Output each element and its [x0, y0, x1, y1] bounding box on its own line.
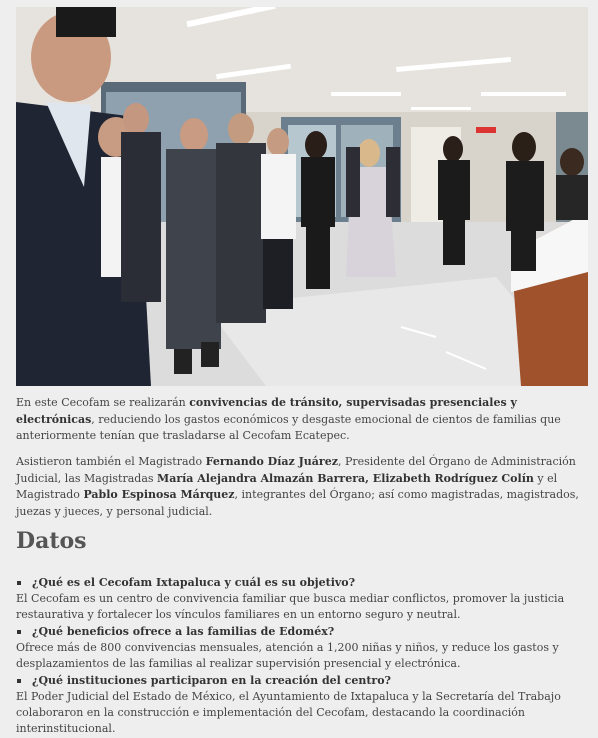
paragraph-text: y el Magistrado	[16, 471, 558, 501]
faq-question: ¿Qué es el Cecofam Ixtapaluca y cuál es su objetivo?	[16, 575, 588, 591]
event-photo	[16, 7, 588, 386]
faq-question: ¿Qué beneficios ofrece a las familias de Edoméx?	[16, 624, 588, 640]
faq-question: ¿Qué instituciones participaron en la creación del centro?	[16, 673, 588, 689]
paragraph-bold-text: convivencias de tránsito, supervisadas presenciales y electrónicas	[16, 396, 517, 426]
attendees-paragraph	[16, 454, 588, 520]
magistrate-name: Fernando Díaz Juárez	[205, 455, 338, 468]
magistrate-names: María Alejandra Almazán Barrera, Elizabeth Rodríguez Colín	[157, 471, 534, 485]
faq-answer: El Cecofam es un centro de convivencia familiar que busca mediar conflictos, promover la justicia restaurativa y fortalecer los vínculos familiares en un entorno seguro y neutral.	[16, 592, 565, 621]
paragraph-text: Asistieron también el Magistrado	[16, 455, 206, 468]
paragraph-text: , integrantes del Órgano; así como magistradas, magistrados, juezas y jueces, y personal judicial.	[16, 488, 579, 518]
paragraph-text: , Presidente del Órgano de Administración Judicial, las Magistradas	[16, 455, 576, 485]
faq-answer: Ofrece más de 800 convivencias mensuales, atención a 1,200 niñas y niños, y reduce los gastos y desplazamientos de las familias al realizar supervisión presencial y electrónica.	[16, 641, 559, 670]
magistrate-name: Pablo Espinosa Márquez	[83, 488, 235, 501]
faq-answer: El Poder Judicial del Estado de México, el Ayuntamiento de Ixtapaluca y la Secretaría del Trabajo colaboraron en la construcción e implementación del Cecofam, destacando la coordinación interinstitucional.	[16, 690, 561, 735]
paragraph-text: , reduciendo los gastos económicos y desgaste emocional de cientos de familias que anteriormente tenían que trasladarse al Cecofam Ecatepec.	[16, 412, 561, 442]
paragraph-text: En este Cecofam se realizarán	[16, 396, 190, 409]
datos-heading: Datos	[16, 528, 87, 554]
faq-list	[16, 575, 588, 738]
intro-paragraph	[16, 395, 588, 445]
